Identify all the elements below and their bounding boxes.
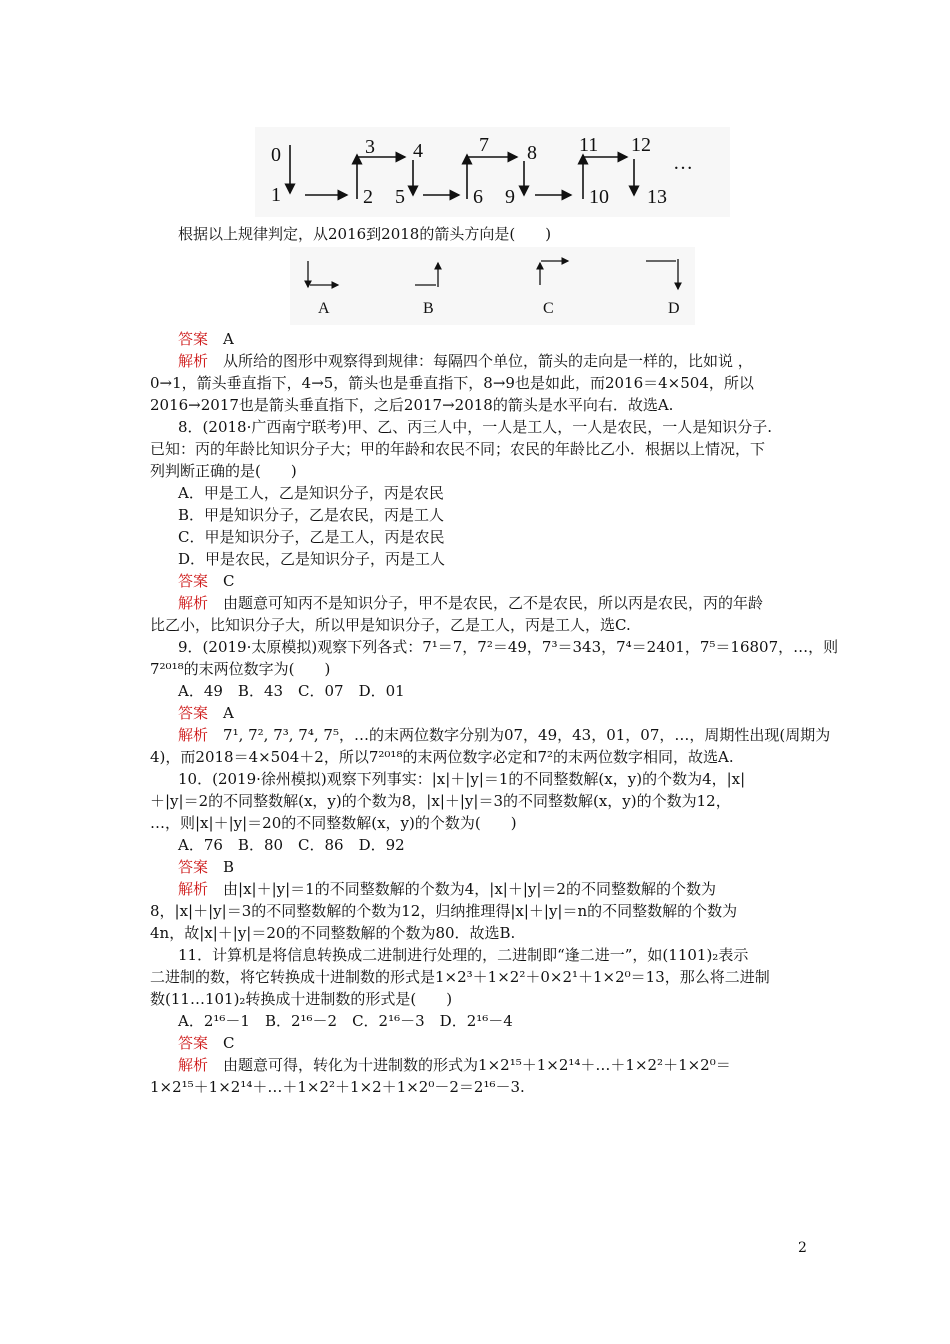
analysis-line: 解析 从所给的图形中观察得到规律：每隔四个单位，箭头的走向是一样的，比如说 ，	[178, 352, 753, 370]
pattern-number: 9	[505, 186, 515, 208]
option-label: A	[318, 300, 330, 317]
question-8-stem: 列判断正确的是( )	[150, 462, 297, 480]
answer-line	[150, 703, 838, 725]
answer-label: 答案	[178, 330, 209, 348]
answer-value: A	[223, 704, 234, 722]
analysis-line: 解析 7¹, 7², 7³, 7⁴, 7⁵，…的末两位数字分别为07，49，43，01，07，…，周期性出现(周期为	[178, 726, 831, 744]
analysis-line: 解析 由题意可知丙不是知识分子，甲不是农民，乙不是农民，所以丙是农民，丙的年龄	[178, 594, 764, 612]
answer-value: A	[223, 330, 234, 348]
answer-value: C	[223, 572, 235, 590]
arrow-pattern-figure	[255, 127, 730, 217]
answer-line	[150, 1033, 838, 1055]
answer-label: 答案	[178, 572, 209, 590]
option-a: A．甲是工人，乙是知识分子，丙是农民	[178, 484, 444, 502]
pattern-number: 11	[579, 134, 599, 156]
answer-value: B	[223, 858, 235, 876]
pattern-number: 8	[527, 142, 537, 164]
question-8-stem: 已知：丙的年龄比知识分子大；甲的年龄和农民不同；农民的年龄比乙小．根据以上情况，下	[150, 440, 766, 458]
pattern-number: 7	[479, 134, 489, 156]
option-d: D．甲是农民，乙是知识分子，丙是工人	[178, 550, 446, 568]
pattern-number: 10	[589, 186, 609, 208]
analysis-line: 4n，故|x|＋|y|＝20的不同整数解的个数为80．故选B.	[150, 924, 516, 942]
pattern-number: 12	[631, 134, 651, 156]
pattern-ellipsis: …	[673, 152, 693, 174]
analysis-line: 1×2¹⁵＋1×2¹⁴＋…＋1×2²＋1×2＋1×2⁰－2＝2¹⁶－3.	[150, 1078, 525, 1096]
option-c: C．甲是知识分子，乙是工人，丙是农民	[178, 528, 445, 546]
option-a-figure	[308, 261, 338, 317]
arrow-options-figure	[290, 247, 695, 325]
question-11-stem: 二进制的数，将它转换成十进制数的形式是1×2³＋1×2²＋0×2¹＋1×2⁰＝13，那么将二进制	[150, 968, 770, 986]
option-label: B	[423, 300, 434, 317]
analysis-line: 解析 由题意可得，转化为十进制数的形式为1×2¹⁵＋1×2¹⁴＋…＋1×2²＋1×2⁰＝	[178, 1056, 731, 1074]
answer-line	[150, 329, 838, 351]
answer-line	[150, 857, 838, 879]
question-10-stem: ＋|y|＝2的不同整数解(x，y)的个数为8，|x|＋|y|＝3的不同整数解(x，y)的个数为12，	[150, 792, 731, 810]
option-d-figure	[646, 259, 680, 317]
analysis-line: 解析 由|x|＋|y|＝1的不同整数解的个数为4，|x|＋|y|＝2的不同整数解的个数为	[178, 880, 716, 898]
answer-label: 答案	[178, 1034, 209, 1052]
answer-value: C	[223, 1034, 235, 1052]
analysis-line: 比乙小，比知识分子大，所以甲是知识分子，乙是工人，丙是工人，选C.	[150, 616, 631, 634]
question-8-stem: 8．(2018·广西南宁联考)甲、乙、丙三人中，一人是工人，一人是农民，一人是知识分子.	[178, 418, 772, 436]
page-number: 2	[798, 1240, 807, 1256]
analysis-label: 解析	[178, 880, 209, 898]
analysis-line: 4)，而2018＝4×504＋2，所以7²⁰¹⁸的末两位数字必定和7²的末两位数字相同，故选A.	[150, 748, 734, 766]
pattern-number: 5	[395, 186, 405, 208]
answer-label: 答案	[178, 704, 209, 722]
option-label: C	[543, 300, 554, 317]
question-11-options: A．2¹⁶－1 B．2¹⁶－2 C．2¹⁶－3 D．2¹⁶－4	[178, 1012, 513, 1030]
pattern-number: 3	[365, 136, 375, 158]
analysis-line: 8，|x|＋|y|＝3的不同整数解的个数为12，归纳推理得|x|＋|y|＝n的不同整数解的个数为	[150, 902, 738, 920]
pattern-number: 6	[473, 186, 483, 208]
question-9-stem: 9．(2019·太原模拟)观察下列各式：7¹＝7，7²＝49，7³＝343，7⁴＝2401，7⁵＝16807，…，则	[178, 638, 839, 656]
answer-label: 答案	[178, 858, 209, 876]
analysis-line: 0→1，箭头垂直指下，4→5，箭头也是垂直指下，8→9也是如此，而2016＝4×504，所以	[150, 374, 754, 392]
option-c-figure	[540, 261, 568, 317]
question-11-stem: 数(11…101)₂转换成十进制数的形式是( )	[150, 990, 453, 1008]
question-10-stem: …，则|x|＋|y|＝20的不同整数解(x，y)的个数为( )	[150, 814, 517, 832]
pattern-number: 2	[363, 186, 373, 208]
pattern-number: 1	[271, 184, 281, 206]
question-7-stem: 根据以上规律判定，从2016到2018的箭头方向是( )	[178, 225, 552, 243]
question-11-stem: 11．计算机是将信息转换成二进制进行处理的，二进制即“逢二进一”，如(1101)₂表示	[178, 946, 749, 964]
pattern-number: 4	[413, 140, 423, 162]
question-9-stem: 7²⁰¹⁸的末两位数字为( )	[150, 660, 331, 678]
answer-line	[150, 571, 838, 593]
question-9-options: A．49 B．43 C．07 D．01	[178, 682, 405, 700]
option-label: D	[668, 300, 680, 317]
question-10-options: A．76 B．80 C．86 D．92	[178, 836, 405, 854]
pattern-number: 13	[647, 186, 667, 208]
pattern-number: 0	[271, 144, 281, 166]
option-b: B．甲是知识分子，乙是农民，丙是工人	[178, 506, 445, 524]
analysis-label: 解析	[178, 352, 209, 370]
question-10-stem: 10．(2019·徐州模拟)观察下列事实：|x|＋|y|＝1的不同整数解(x，y)的个数为4，|x|	[178, 770, 746, 788]
analysis-line: 2016→2017也是箭头垂直指下，之后2017→2018的箭头是水平向右．故选A.	[150, 396, 674, 414]
option-b-figure	[415, 263, 438, 317]
analysis-label: 解析	[178, 1056, 209, 1074]
analysis-label: 解析	[178, 726, 209, 744]
analysis-label: 解析	[178, 594, 209, 612]
